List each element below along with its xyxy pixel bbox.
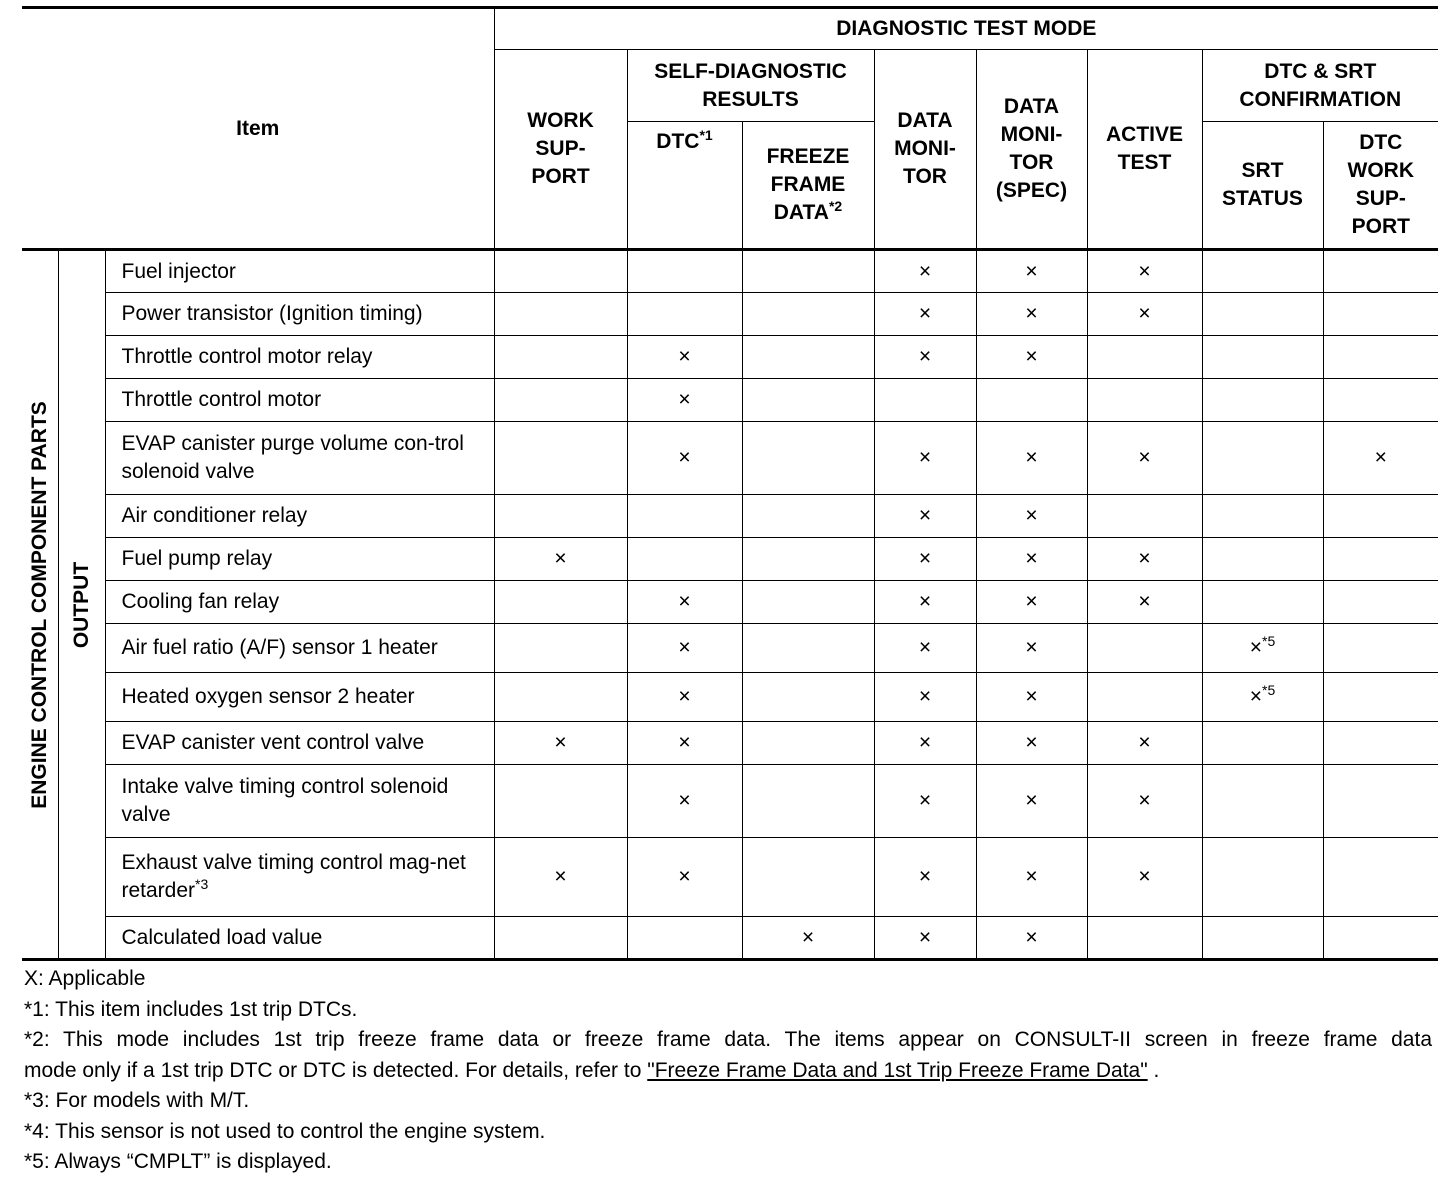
item-name: Cooling fan relay bbox=[105, 581, 494, 624]
applicable-mark: × bbox=[678, 446, 691, 469]
table-row bbox=[22, 293, 1438, 336]
table-body bbox=[22, 250, 1438, 960]
srt-status-header: SRT STATUS bbox=[1202, 122, 1323, 250]
applicable-mark: × bbox=[1249, 685, 1263, 708]
applicability-cell bbox=[976, 495, 1087, 538]
applicability-cell bbox=[976, 838, 1087, 917]
applicability-cell bbox=[1202, 624, 1323, 673]
item-name: Throttle control motor bbox=[105, 379, 494, 422]
applicable-mark: × bbox=[918, 789, 932, 812]
applicability-cell bbox=[1323, 293, 1438, 336]
data-monitor-spec-header: DATA MONI- TOR (SPEC) bbox=[976, 50, 1087, 250]
applicability-cell bbox=[1323, 765, 1438, 838]
output-label: OUTPUT bbox=[58, 250, 105, 960]
applicability-cell bbox=[1202, 722, 1323, 765]
applicable-mark: × bbox=[678, 345, 691, 368]
applicability-cell bbox=[742, 624, 874, 673]
applicable-mark: × bbox=[1374, 446, 1387, 469]
applicability-cell bbox=[494, 379, 627, 422]
item-name: Throttle control motor relay bbox=[105, 336, 494, 379]
applicability-cell bbox=[874, 422, 976, 495]
applicability-cell bbox=[1087, 765, 1202, 838]
applicability-cell bbox=[1202, 422, 1323, 495]
applicability-cell bbox=[874, 336, 976, 379]
applicability-cell bbox=[627, 722, 742, 765]
applicability-cell bbox=[1087, 917, 1202, 960]
applicable-mark: × bbox=[918, 731, 932, 754]
applicability-cell bbox=[874, 538, 976, 581]
item-name: Fuel injector bbox=[105, 250, 494, 293]
applicable-mark: × bbox=[678, 636, 691, 659]
applicability-cell bbox=[494, 250, 627, 293]
applicable-mark: × bbox=[1138, 789, 1151, 812]
applicable-mark: × bbox=[1138, 865, 1151, 888]
applicable-mark: × bbox=[1138, 302, 1151, 325]
item-name: Intake valve timing control solenoid valve bbox=[105, 765, 494, 838]
applicable-mark: × bbox=[1025, 685, 1038, 708]
applicability-cell bbox=[1323, 538, 1438, 581]
applicability-cell bbox=[742, 917, 874, 960]
applicability-cell bbox=[627, 422, 742, 495]
work-support-header: WORK SUP- PORT bbox=[494, 50, 627, 250]
applicable-mark: × bbox=[1025, 504, 1038, 527]
applicability-cell bbox=[1087, 379, 1202, 422]
note-2-line-2: mode only if a 1st trip DTC or DTC is detected. For details, refer to "Freeze Frame Data and 1st Trip Freeze Frame Data" . bbox=[24, 1058, 1160, 1082]
applicable-mark: × bbox=[918, 685, 932, 708]
item-header-label: Item bbox=[236, 116, 280, 140]
applicability-cell bbox=[874, 722, 976, 765]
applicability-cell bbox=[494, 293, 627, 336]
applicable-mark: × bbox=[1138, 259, 1151, 283]
dtc-srt-confirmation-header: DTC & SRT CONFIRMATION bbox=[1202, 50, 1438, 122]
applicable-mark: × bbox=[918, 345, 932, 368]
applicability-cell bbox=[976, 538, 1087, 581]
applicability-cell bbox=[976, 624, 1087, 673]
applicability-cell bbox=[627, 336, 742, 379]
applicable-mark: × bbox=[1025, 590, 1038, 613]
applicability-cell bbox=[874, 293, 976, 336]
applicability-cell bbox=[1323, 917, 1438, 960]
applicability-cell bbox=[742, 722, 874, 765]
applicability-cell bbox=[742, 495, 874, 538]
note-5: *5: Always “CMPLT” is displayed. bbox=[24, 1150, 332, 1173]
applicability-cell bbox=[874, 673, 976, 722]
applicability-cell bbox=[627, 293, 742, 336]
applicable-mark: × bbox=[918, 590, 932, 613]
applicability-cell bbox=[874, 917, 976, 960]
applicability-cell bbox=[1202, 917, 1323, 960]
applicability-cell bbox=[627, 673, 742, 722]
table-row bbox=[22, 422, 1438, 495]
applicable-mark: × bbox=[1025, 345, 1038, 368]
applicability-cell bbox=[1323, 624, 1438, 673]
applicability-cell bbox=[494, 581, 627, 624]
applicability-cell bbox=[627, 379, 742, 422]
applicable-mark: × bbox=[1025, 547, 1038, 570]
note-2-line-1: *2: This mode includes 1st trip freeze frame data or freeze frame data. The items appear on CONSULT-II screen in freeze frame data bbox=[24, 1028, 1432, 1051]
applicability-cell bbox=[1202, 250, 1323, 293]
applicability-cell bbox=[976, 581, 1087, 624]
diagnostic-test-mode-header bbox=[494, 8, 1438, 50]
applicable-mark: × bbox=[918, 636, 932, 659]
note-applicable: X: Applicable bbox=[24, 967, 146, 990]
applicable-mark: × bbox=[1025, 446, 1038, 469]
applicability-cell bbox=[494, 917, 627, 960]
applicable-mark: × bbox=[918, 302, 932, 325]
applicability-cell bbox=[494, 765, 627, 838]
applicability-cell bbox=[627, 917, 742, 960]
applicable-mark: × bbox=[918, 259, 932, 283]
applicability-cell bbox=[1202, 673, 1323, 722]
applicability-cell bbox=[976, 336, 1087, 379]
data-monitor-header: DATA MONI- TOR bbox=[874, 50, 976, 250]
applicability-cell bbox=[494, 838, 627, 917]
table-row bbox=[22, 336, 1438, 379]
applicable-mark: × bbox=[801, 925, 815, 949]
applicability-cell bbox=[1087, 250, 1202, 293]
applicability-cell bbox=[1202, 293, 1323, 336]
applicability-cell bbox=[627, 838, 742, 917]
applicability-cell bbox=[627, 250, 742, 293]
applicability-cell bbox=[976, 379, 1087, 422]
applicability-cell bbox=[742, 581, 874, 624]
applicability-cell bbox=[1323, 250, 1438, 293]
engine-control-component-parts-label: ENGINE CONTROL COMPONENT PARTS bbox=[22, 250, 58, 960]
applicability-cell bbox=[1087, 293, 1202, 336]
mark-footnote-marker: *5 bbox=[1262, 633, 1276, 649]
dtc-header: DTC$^{*1}$ bbox=[627, 122, 742, 250]
applicable-mark: × bbox=[1249, 636, 1263, 659]
applicability-cell bbox=[976, 673, 1087, 722]
item-header bbox=[22, 8, 494, 250]
applicability-cell bbox=[874, 495, 976, 538]
table-row bbox=[22, 765, 1438, 838]
applicable-mark: × bbox=[678, 789, 691, 812]
applicable-mark: × bbox=[1025, 731, 1038, 754]
dtc-footnote-marker: *1 bbox=[699, 127, 713, 143]
applicable-mark: × bbox=[1138, 731, 1151, 754]
item-name: Exhaust valve timing control mag-net retarder$^{*3}$ bbox=[105, 838, 494, 917]
dtc-work-support-header: DTC WORK SUP- PORT bbox=[1323, 122, 1438, 250]
applicability-cell bbox=[976, 293, 1087, 336]
applicability-cell bbox=[976, 422, 1087, 495]
applicable-mark: × bbox=[1025, 789, 1038, 812]
applicable-mark: × bbox=[554, 865, 567, 888]
applicability-cell bbox=[874, 250, 976, 293]
note-3: *3: For models with M/T. bbox=[24, 1089, 250, 1112]
applicability-cell bbox=[494, 336, 627, 379]
applicable-mark: × bbox=[918, 925, 932, 949]
applicability-cell bbox=[1323, 379, 1438, 422]
item-name: Calculated load value bbox=[105, 917, 494, 960]
table-row bbox=[22, 917, 1438, 960]
applicability-cell bbox=[1323, 336, 1438, 379]
applicable-mark: × bbox=[678, 865, 691, 888]
note-1: *1: This item includes 1st trip DTCs. bbox=[24, 997, 358, 1021]
applicability-cell bbox=[976, 917, 1087, 960]
applicability-cell bbox=[874, 838, 976, 917]
item-name: EVAP canister vent control valve bbox=[105, 722, 494, 765]
active-test-header: ACTIVE TEST bbox=[1087, 50, 1202, 250]
mark-footnote-marker: *5 bbox=[1262, 682, 1276, 698]
applicability-cell bbox=[976, 722, 1087, 765]
freeze-frame-data-header: FREEZE FRAME DATA$^{*2}$ bbox=[742, 122, 874, 250]
note-4: *4: This sensor is not used to control the engine system. bbox=[24, 1119, 546, 1143]
applicable-mark: × bbox=[1025, 636, 1038, 659]
table-row bbox=[22, 379, 1438, 422]
table-row bbox=[22, 624, 1438, 673]
item-name: Air conditioner relay bbox=[105, 495, 494, 538]
applicability-cell bbox=[742, 765, 874, 838]
table-row bbox=[22, 538, 1438, 581]
applicability-cell bbox=[627, 624, 742, 673]
applicability-cell bbox=[627, 765, 742, 838]
applicability-cell bbox=[494, 538, 627, 581]
applicable-mark: × bbox=[554, 547, 567, 570]
applicability-cell bbox=[1323, 581, 1438, 624]
applicability-cell bbox=[1087, 538, 1202, 581]
item-name: Heated oxygen sensor 2 heater bbox=[105, 673, 494, 722]
applicability-cell bbox=[1087, 581, 1202, 624]
freeze-frame-reference-link[interactable]: "Freeze Frame Data and 1st Trip Freeze Frame Data" bbox=[647, 1058, 1148, 1082]
applicability-cell bbox=[742, 838, 874, 917]
applicability-cell bbox=[874, 379, 976, 422]
applicable-mark: × bbox=[678, 731, 691, 754]
applicable-mark: × bbox=[1138, 590, 1151, 613]
applicability-cell bbox=[976, 765, 1087, 838]
applicability-cell bbox=[627, 538, 742, 581]
applicability-cell bbox=[742, 379, 874, 422]
table-row bbox=[22, 838, 1438, 917]
diagnostic-test-mode-label: DIAGNOSTIC TEST MODE bbox=[836, 17, 1097, 40]
applicability-cell bbox=[874, 581, 976, 624]
table-row bbox=[22, 581, 1438, 624]
table-row bbox=[22, 250, 1438, 293]
applicable-mark: × bbox=[918, 865, 932, 888]
applicability-cell bbox=[742, 336, 874, 379]
applicability-cell bbox=[1323, 838, 1438, 917]
applicability-cell bbox=[1323, 673, 1438, 722]
applicability-cell bbox=[1202, 495, 1323, 538]
applicability-cell bbox=[1087, 624, 1202, 673]
applicability-cell bbox=[976, 250, 1087, 293]
applicable-mark: × bbox=[554, 731, 567, 754]
item-footnote-marker: *3 bbox=[195, 876, 209, 892]
freeze-footnote-marker: *2 bbox=[828, 198, 843, 214]
applicability-cell bbox=[742, 250, 874, 293]
applicability-cell bbox=[494, 422, 627, 495]
applicability-cell bbox=[1087, 495, 1202, 538]
applicable-mark: × bbox=[1025, 865, 1038, 888]
item-name: Fuel pump relay bbox=[105, 538, 494, 581]
applicability-cell bbox=[1202, 379, 1323, 422]
applicability-cell bbox=[1087, 422, 1202, 495]
applicability-cell bbox=[1087, 336, 1202, 379]
applicability-cell bbox=[1323, 495, 1438, 538]
applicability-cell bbox=[742, 538, 874, 581]
applicability-cell bbox=[1202, 838, 1323, 917]
applicable-mark: × bbox=[918, 504, 932, 527]
footnotes bbox=[24, 964, 1432, 1178]
applicability-cell bbox=[1202, 538, 1323, 581]
applicability-cell bbox=[1202, 765, 1323, 838]
item-name: EVAP canister purge volume con-trol solenoid valve bbox=[105, 422, 494, 495]
applicable-mark: × bbox=[678, 388, 691, 411]
applicability-cell bbox=[1323, 422, 1438, 495]
applicability-cell bbox=[494, 624, 627, 673]
applicable-mark: × bbox=[1025, 925, 1038, 949]
applicable-mark: × bbox=[1138, 547, 1151, 570]
applicability-cell bbox=[742, 673, 874, 722]
self-diagnostic-results-header: SELF-DIAGNOSTIC RESULTS bbox=[627, 50, 874, 122]
applicability-cell bbox=[494, 495, 627, 538]
applicability-cell bbox=[742, 422, 874, 495]
applicability-cell bbox=[627, 495, 742, 538]
applicability-cell bbox=[742, 293, 874, 336]
table-row bbox=[22, 673, 1438, 722]
applicability-cell bbox=[874, 624, 976, 673]
applicable-mark: × bbox=[678, 590, 691, 613]
applicable-mark: × bbox=[1138, 446, 1151, 469]
applicability-cell bbox=[494, 722, 627, 765]
applicable-mark: × bbox=[678, 685, 691, 708]
diagnostic-test-mode-table bbox=[22, 6, 1438, 961]
applicability-cell bbox=[1087, 722, 1202, 765]
item-name: Power transistor (Ignition timing) bbox=[105, 293, 494, 336]
applicability-cell bbox=[1202, 581, 1323, 624]
applicability-cell bbox=[874, 765, 976, 838]
applicability-cell bbox=[1087, 673, 1202, 722]
applicable-mark: × bbox=[1025, 259, 1038, 283]
table-row bbox=[22, 722, 1438, 765]
applicable-mark: × bbox=[918, 547, 932, 570]
applicability-cell bbox=[1087, 838, 1202, 917]
applicable-mark: × bbox=[1025, 302, 1038, 325]
applicable-mark: × bbox=[918, 446, 932, 469]
applicability-cell bbox=[494, 673, 627, 722]
applicability-cell bbox=[1323, 722, 1438, 765]
table-row bbox=[22, 495, 1438, 538]
item-name: Air fuel ratio (A/F) sensor 1 heater bbox=[105, 624, 494, 673]
applicability-cell bbox=[1202, 336, 1323, 379]
applicability-cell bbox=[627, 581, 742, 624]
